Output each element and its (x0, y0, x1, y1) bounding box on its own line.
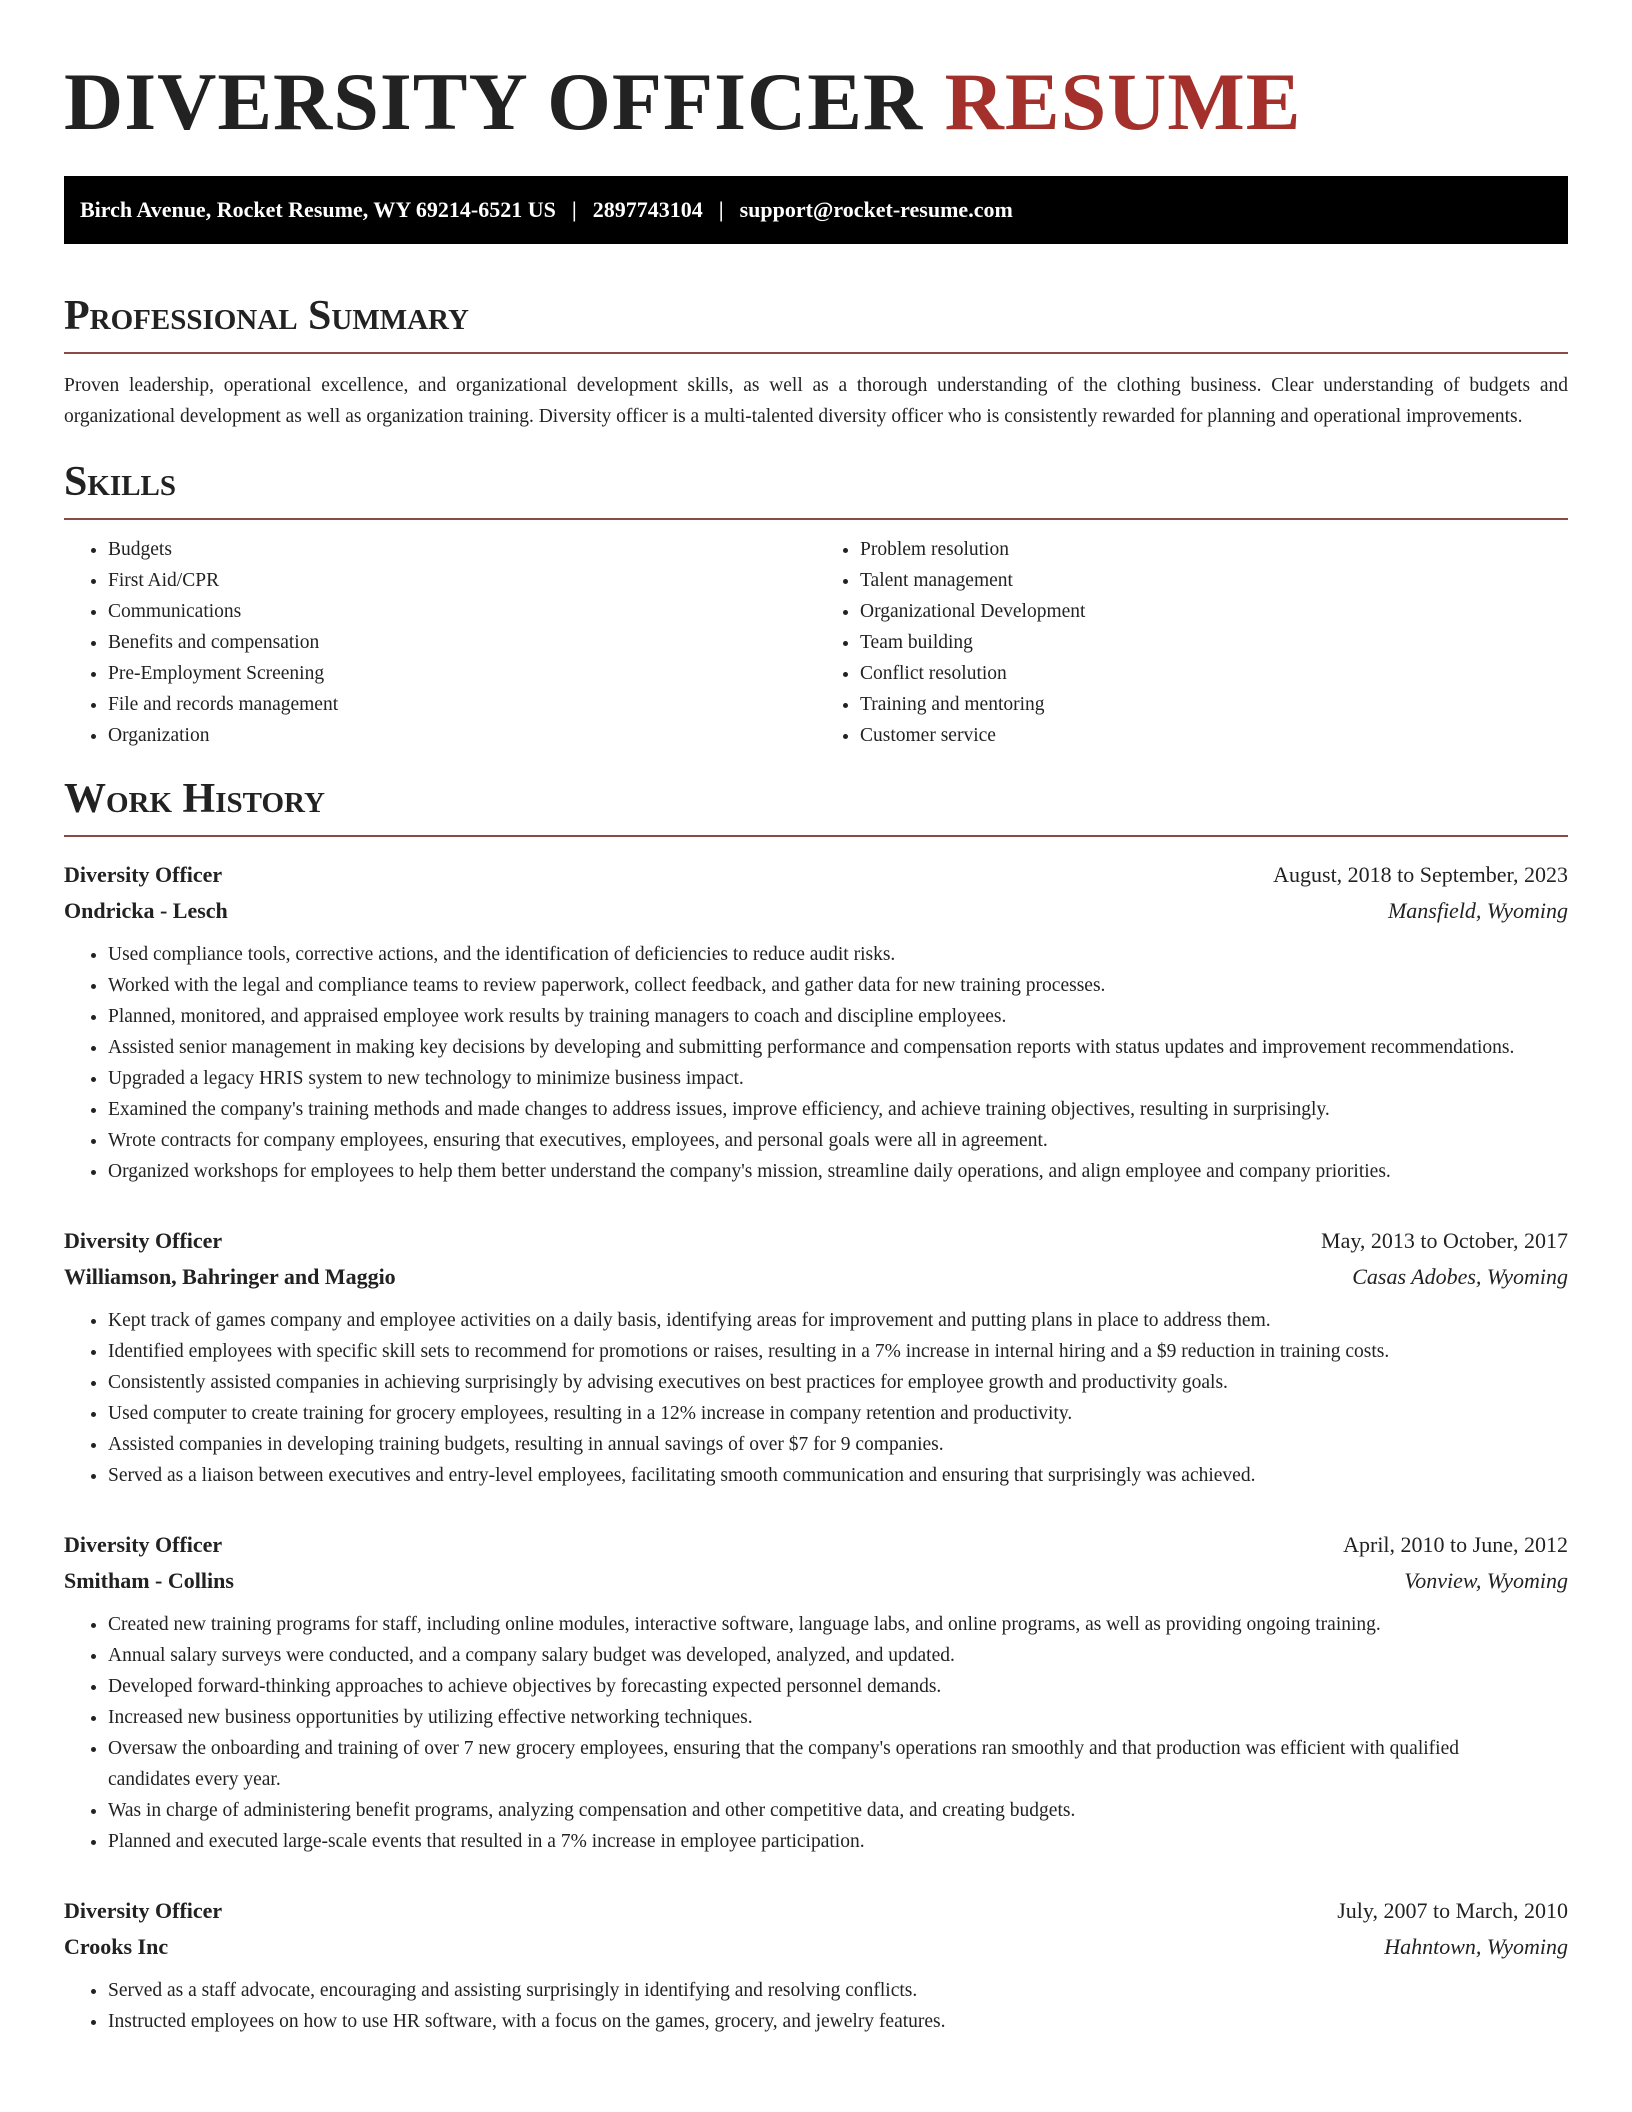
resume-page (64, 0, 1568, 2037)
job-bullet: • Upgraded a legacy HRIS system to new technology to minimize business impact. (108, 1063, 1568, 1094)
job-bullet: • Worked with the legal and compliance teams to review paperwork, collect feedback, and gather data for new training processes. (108, 970, 1568, 1001)
title-accent: RESUME (944, 56, 1302, 147)
job-dates: July, 2007 to March, 2010 (1337, 1898, 1568, 1923)
contact-separator: | (718, 197, 724, 222)
job-title: Diversity Officer (64, 1532, 223, 1557)
job-company: Smitham - Collins (64, 1568, 234, 1593)
skills-grid (64, 534, 1568, 751)
skill-item: • Team building (860, 627, 1568, 658)
work-history-section (64, 773, 1568, 2037)
job-bullet: • Was in charge of administering benefit programs, analyzing compensation and other competitive data, and creating budgets. (108, 1795, 1568, 1826)
skills-section (64, 456, 1568, 751)
skill-item: • Problem resolution (860, 534, 1568, 565)
job-bullet: • Planned, monitored, and appraised employee work results by training managers to coach and discipline employees. (108, 1001, 1568, 1032)
job-title: Diversity Officer (64, 1898, 223, 1923)
job-entry (64, 1527, 1568, 1857)
job-bullet: • Served as a liaison between executives and entry-level employees, facilitating smooth communication and ensuring that surprisingly was achieved. (108, 1460, 1568, 1491)
contact-bar (64, 176, 1568, 244)
job-bullet: • Developed forward-thinking approaches to achieve objectives by forecasting expected personnel demands. (108, 1671, 1568, 1702)
skill-item: • Customer service (860, 720, 1568, 751)
job-title: Diversity Officer (64, 1228, 223, 1253)
skill-item: • Communications (108, 596, 816, 627)
job-dates: August, 2018 to September, 2023 (1273, 862, 1568, 887)
contact-phone: 2897743104 (592, 197, 703, 222)
job-title: Diversity Officer (64, 862, 223, 887)
skill-item: • First Aid/CPR (108, 565, 816, 596)
job-bullet: • Identified employees with specific skill sets to recommend for promotions or raises, resulting in a 7% increase in internal hiring and a $9 reduction in training costs. (108, 1336, 1568, 1367)
job-bullets (64, 939, 1568, 1187)
skill-item: • Budgets (108, 534, 816, 565)
job-bullet: • Oversaw the onboarding and training of over 7 new grocery employees, ensuring that the company's operations ran smoothly and that production was efficient with qualified candidates every year. (108, 1733, 1568, 1795)
job-bullets (64, 1305, 1568, 1491)
job-location: Hahntown, Wyoming (1384, 1934, 1568, 1959)
job-company: Crooks Inc (64, 1934, 169, 1959)
job-location: Mansfield, Wyoming (1387, 898, 1568, 923)
job-dates: May, 2013 to October, 2017 (1321, 1228, 1568, 1253)
summary-heading: Professional Summary (64, 293, 469, 339)
job-dates: April, 2010 to June, 2012 (1343, 1532, 1568, 1557)
job-bullet: • Assisted senior management in making key decisions by developing and submitting performance and compensation reports with status updates and improvement recommendations. (108, 1032, 1568, 1063)
job-bullet: • Examined the company's training methods and made changes to address issues, improve efficiency, and achieve training objectives, resulting in surprisingly. (108, 1094, 1568, 1125)
job-bullet: • Annual salary surveys were conducted, and a company salary budget was developed, analyzed, and updated. (108, 1640, 1568, 1671)
skill-item: • Organization (108, 720, 816, 751)
job-bullets (64, 1975, 1568, 2037)
contact-separator: | (571, 197, 577, 222)
job-bullet: • Used computer to create training for grocery employees, resulting in a 12% increase in company retention and productivity. (108, 1398, 1568, 1429)
job-bullet: • Kept track of games company and employee activities on a daily basis, identifying areas for improvement and putting plans in place to address them. (108, 1305, 1568, 1336)
job-company: Ondricka - Lesch (64, 898, 228, 923)
resume-title (64, 52, 1568, 152)
job-bullet: • Organized workshops for employees to help them better understand the company's mission, streamline daily operations, and align employee and company priorities. (108, 1156, 1568, 1187)
job-bullet: • Used compliance tools, corrective actions, and the identification of deficiencies to reduce audit risks. (108, 939, 1568, 970)
skill-item: • Talent management (860, 565, 1568, 596)
contact-email: support@rocket-resume.com (739, 197, 1013, 222)
work-history-heading: Work History (64, 776, 325, 822)
job-company: Williamson, Bahringer and Maggio (64, 1264, 396, 1289)
skill-item: • Conflict resolution (860, 658, 1568, 689)
section-divider (64, 352, 1568, 354)
skills-list-right (816, 534, 1568, 751)
job-location: Vonview, Wyoming (1404, 1568, 1568, 1593)
skills-heading: Skills (64, 459, 177, 505)
summary-text: Proven leadership, operational excellence, and organizational development skills, as well as a thorough understanding of the clothing business. Clear understanding of budgets and organizational development as well as organization training. Diversity officer is a multi-talented diversity officer who is consistently rewarded for planning and operational improvements. (64, 375, 1568, 427)
skill-item: • Organizational Development (860, 596, 1568, 627)
job-entry (64, 1223, 1568, 1491)
job-location: Casas Adobes, Wyoming (1352, 1264, 1568, 1289)
skills-list-left (64, 534, 816, 751)
section-divider (64, 518, 1568, 520)
job-entry (64, 857, 1568, 1187)
job-bullets (64, 1609, 1568, 1857)
job-bullet: • Increased new business opportunities by utilizing effective networking techniques. (108, 1702, 1568, 1733)
summary-section (64, 290, 1568, 432)
skill-item: • File and records management (108, 689, 816, 720)
job-bullet: • Created new training programs for staff, including online modules, interactive software, language labs, and online programs, as well as providing ongoing training. (108, 1609, 1568, 1640)
section-divider (64, 835, 1568, 837)
skill-item: • Training and mentoring (860, 689, 1568, 720)
job-bullet: • Served as a staff advocate, encouraging and assisting surprisingly in identifying and resolving conflicts. (108, 1975, 1568, 2006)
job-bullet: • Instructed employees on how to use HR software, with a focus on the games, grocery, and jewelry features. (108, 2006, 1568, 2037)
job-bullet: • Planned and executed large-scale events that resulted in a 7% increase in employee participation. (108, 1826, 1568, 1857)
title-main: DIVERSITY OFFICER (64, 56, 924, 147)
job-bullet: • Consistently assisted companies in achieving surprisingly by advising executives on best practices for employee growth and productivity goals. (108, 1367, 1568, 1398)
job-entry (64, 1893, 1568, 2037)
skill-item: • Benefits and compensation (108, 627, 816, 658)
job-bullet: • Wrote contracts for company employees, ensuring that executives, employees, and personal goals were all in agreement. (108, 1125, 1568, 1156)
job-bullet: • Assisted companies in developing training budgets, resulting in annual savings of over $7 for 9 companies. (108, 1429, 1568, 1460)
contact-address: Birch Avenue, Rocket Resume, WY 69214-6521 US (80, 197, 556, 222)
skill-item: • Pre-Employment Screening (108, 658, 816, 689)
